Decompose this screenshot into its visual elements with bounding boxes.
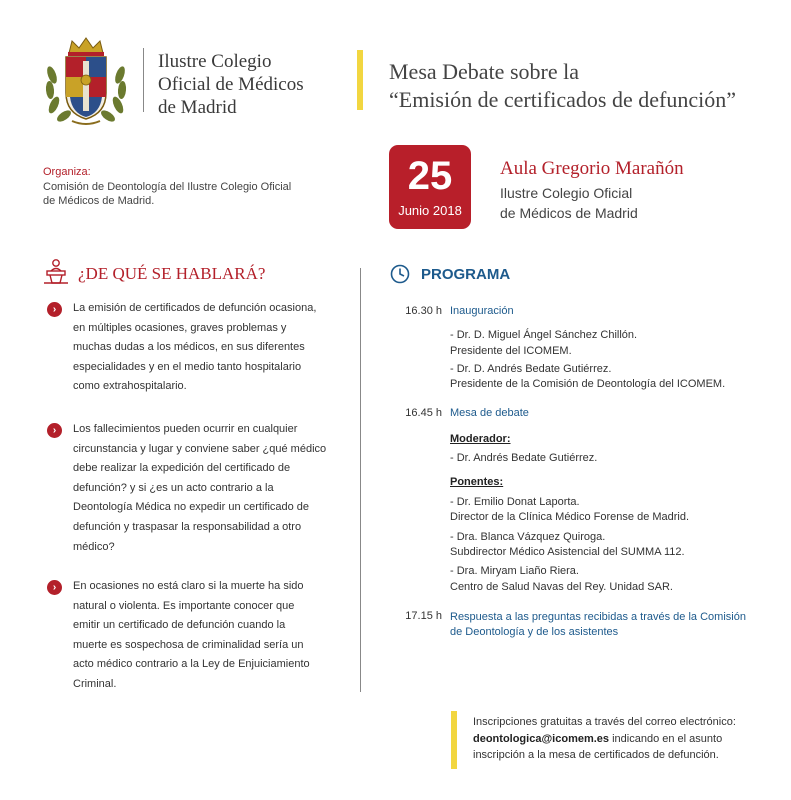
header-divider (143, 48, 144, 112)
speaker-name: - Dra. Miryam Liaño Riera. (450, 565, 579, 577)
ponentes-label: Ponentes: (450, 476, 504, 488)
organiza-line: Comisión de Deontología del Ilustre Colegio Oficial (43, 181, 292, 193)
moderador-name: - Dr. Andrés Bedate Gutiérrez. (450, 452, 598, 464)
talk-paragraph (73, 420, 335, 557)
event-date-badge (389, 145, 471, 229)
event-title-line: Mesa Debate sobre la (389, 59, 579, 84)
talk-line: debe realizar la expedición del certificado de (73, 462, 291, 475)
event-month-year: Junio 2018 (398, 203, 462, 218)
event-title (389, 58, 736, 114)
speaker-role: Centro de Salud Navas del Rey. Unidad SAR. (450, 581, 673, 593)
organization-name (158, 50, 304, 119)
event-title-line: “Emisión de certificados de defunción” (389, 87, 736, 112)
bullet-arrow-icon: › (47, 423, 62, 438)
talk-line: especialidades y en el medio tanto hospitalario (73, 360, 302, 373)
column-divider (360, 268, 361, 692)
programa-heading: PROGRAMA (421, 266, 511, 283)
talk-paragraph (73, 299, 335, 397)
organiza-text (43, 180, 303, 208)
talk-line: circunstancia y lugar y conviene saber ¿qué médico (73, 442, 327, 455)
speaker-role: Subdirector Médico Asistencial del SUMMA 112. (450, 546, 685, 558)
organiza-line: de Médicos de Madrid. (43, 195, 155, 207)
registration-email-link[interactable]: deontologica@icomem.es (473, 732, 610, 745)
talk-line: como extrahospitalario. (73, 380, 187, 393)
session-title (450, 610, 746, 640)
registration-line (473, 731, 736, 748)
talk-line: En ocasiones no está claro si la muerte ha sido (73, 580, 304, 592)
moderador-label: Moderador: (450, 433, 511, 445)
speaker-name: - Dr. D. Miguel Ángel Sánchez Chillón. (450, 329, 638, 341)
bullet-arrow-icon: › (47, 302, 62, 317)
event-day: 25 (407, 154, 453, 198)
venue-name: Aula Gregorio Marañón (500, 158, 684, 179)
org-name-line: Oficial de Médicos (158, 74, 304, 95)
talk-line: defunción? y si ¿es un acto contrario a la (73, 481, 274, 494)
talk-line: Deontología Médica no expedir un certificado de (73, 501, 310, 514)
speaker-name: - Dra. Blanca Vázquez Quiroga. (450, 531, 606, 543)
talk-paragraph (73, 577, 335, 695)
session-title: Inauguración (450, 305, 514, 317)
registration-info (473, 714, 736, 764)
lectern-speaker-icon (43, 258, 69, 284)
footer-accent-bar (451, 711, 457, 769)
speaker-role: Director de la Clínica Médico Forense de Madrid. (450, 511, 690, 523)
talk-line: Los fallecimientos pueden ocurrir en cualquier (73, 423, 298, 435)
registration-line-rest: indicando en el asunto (609, 732, 723, 745)
college-crest-logo (42, 35, 130, 127)
talk-line: Criminal. (73, 677, 117, 690)
talk-line: en múltiples ocasiones, graves problemas y (73, 321, 287, 334)
speaker-name: - Dr. Emilio Donat Laporta. (450, 496, 580, 508)
clock-icon (390, 264, 410, 284)
bullet-arrow-icon: › (47, 580, 62, 595)
talk-line: médico? (73, 540, 115, 553)
org-name-line: Ilustre Colegio (158, 51, 272, 72)
talk-line: muchas dudas a los médicos, en sus diferentes (73, 341, 305, 354)
speaker-role: Presidente de la Comisión de Deontología del ICOMEM. (450, 378, 726, 390)
registration-line: inscripción a la mesa de certificados de defunción. (473, 749, 719, 761)
talk-line: emitir un certificado de defunción cuando la (73, 619, 286, 632)
title-accent-bar (357, 50, 363, 110)
session-time: 16.30 h (405, 305, 442, 317)
session-time: 17.15 h (405, 610, 442, 622)
org-name-line: de Madrid (158, 97, 237, 118)
speaker-role: Presidente del ICOMEM. (450, 345, 572, 357)
session-title-line: de Deontología y de los asistentes (450, 626, 619, 638)
session-title-line: Respuesta a las preguntas recibidas a través de la Comisión (450, 611, 746, 623)
talk-line: La emisión de certificados de defunción ocasiona, (73, 302, 317, 314)
talk-line: muerte es sospechosa de criminalidad sería un (73, 638, 304, 651)
talk-line: natural o violenta. Es importante conocer que (73, 599, 295, 612)
talk-heading: ¿DE QUÉ SE HABLARÁ? (78, 264, 266, 283)
talk-line: defunción y traspasar la responsabilidad a otro (73, 520, 302, 533)
session-title: Mesa de debate (450, 407, 529, 419)
venue-line: Ilustre Colegio Oficial (500, 185, 633, 201)
venue-line: de Médicos de Madrid (500, 205, 638, 221)
session-time: 16.45 h (405, 407, 442, 419)
speaker-name: - Dr. D. Andrés Bedate Gutiérrez. (450, 363, 612, 375)
talk-line: acto médico contrario a la Ley de Enjuiciamiento (73, 658, 310, 671)
organiza-label: Organiza: (43, 166, 91, 178)
registration-line: Inscripciones gratuitas a través del correo electrónico: (473, 716, 736, 728)
